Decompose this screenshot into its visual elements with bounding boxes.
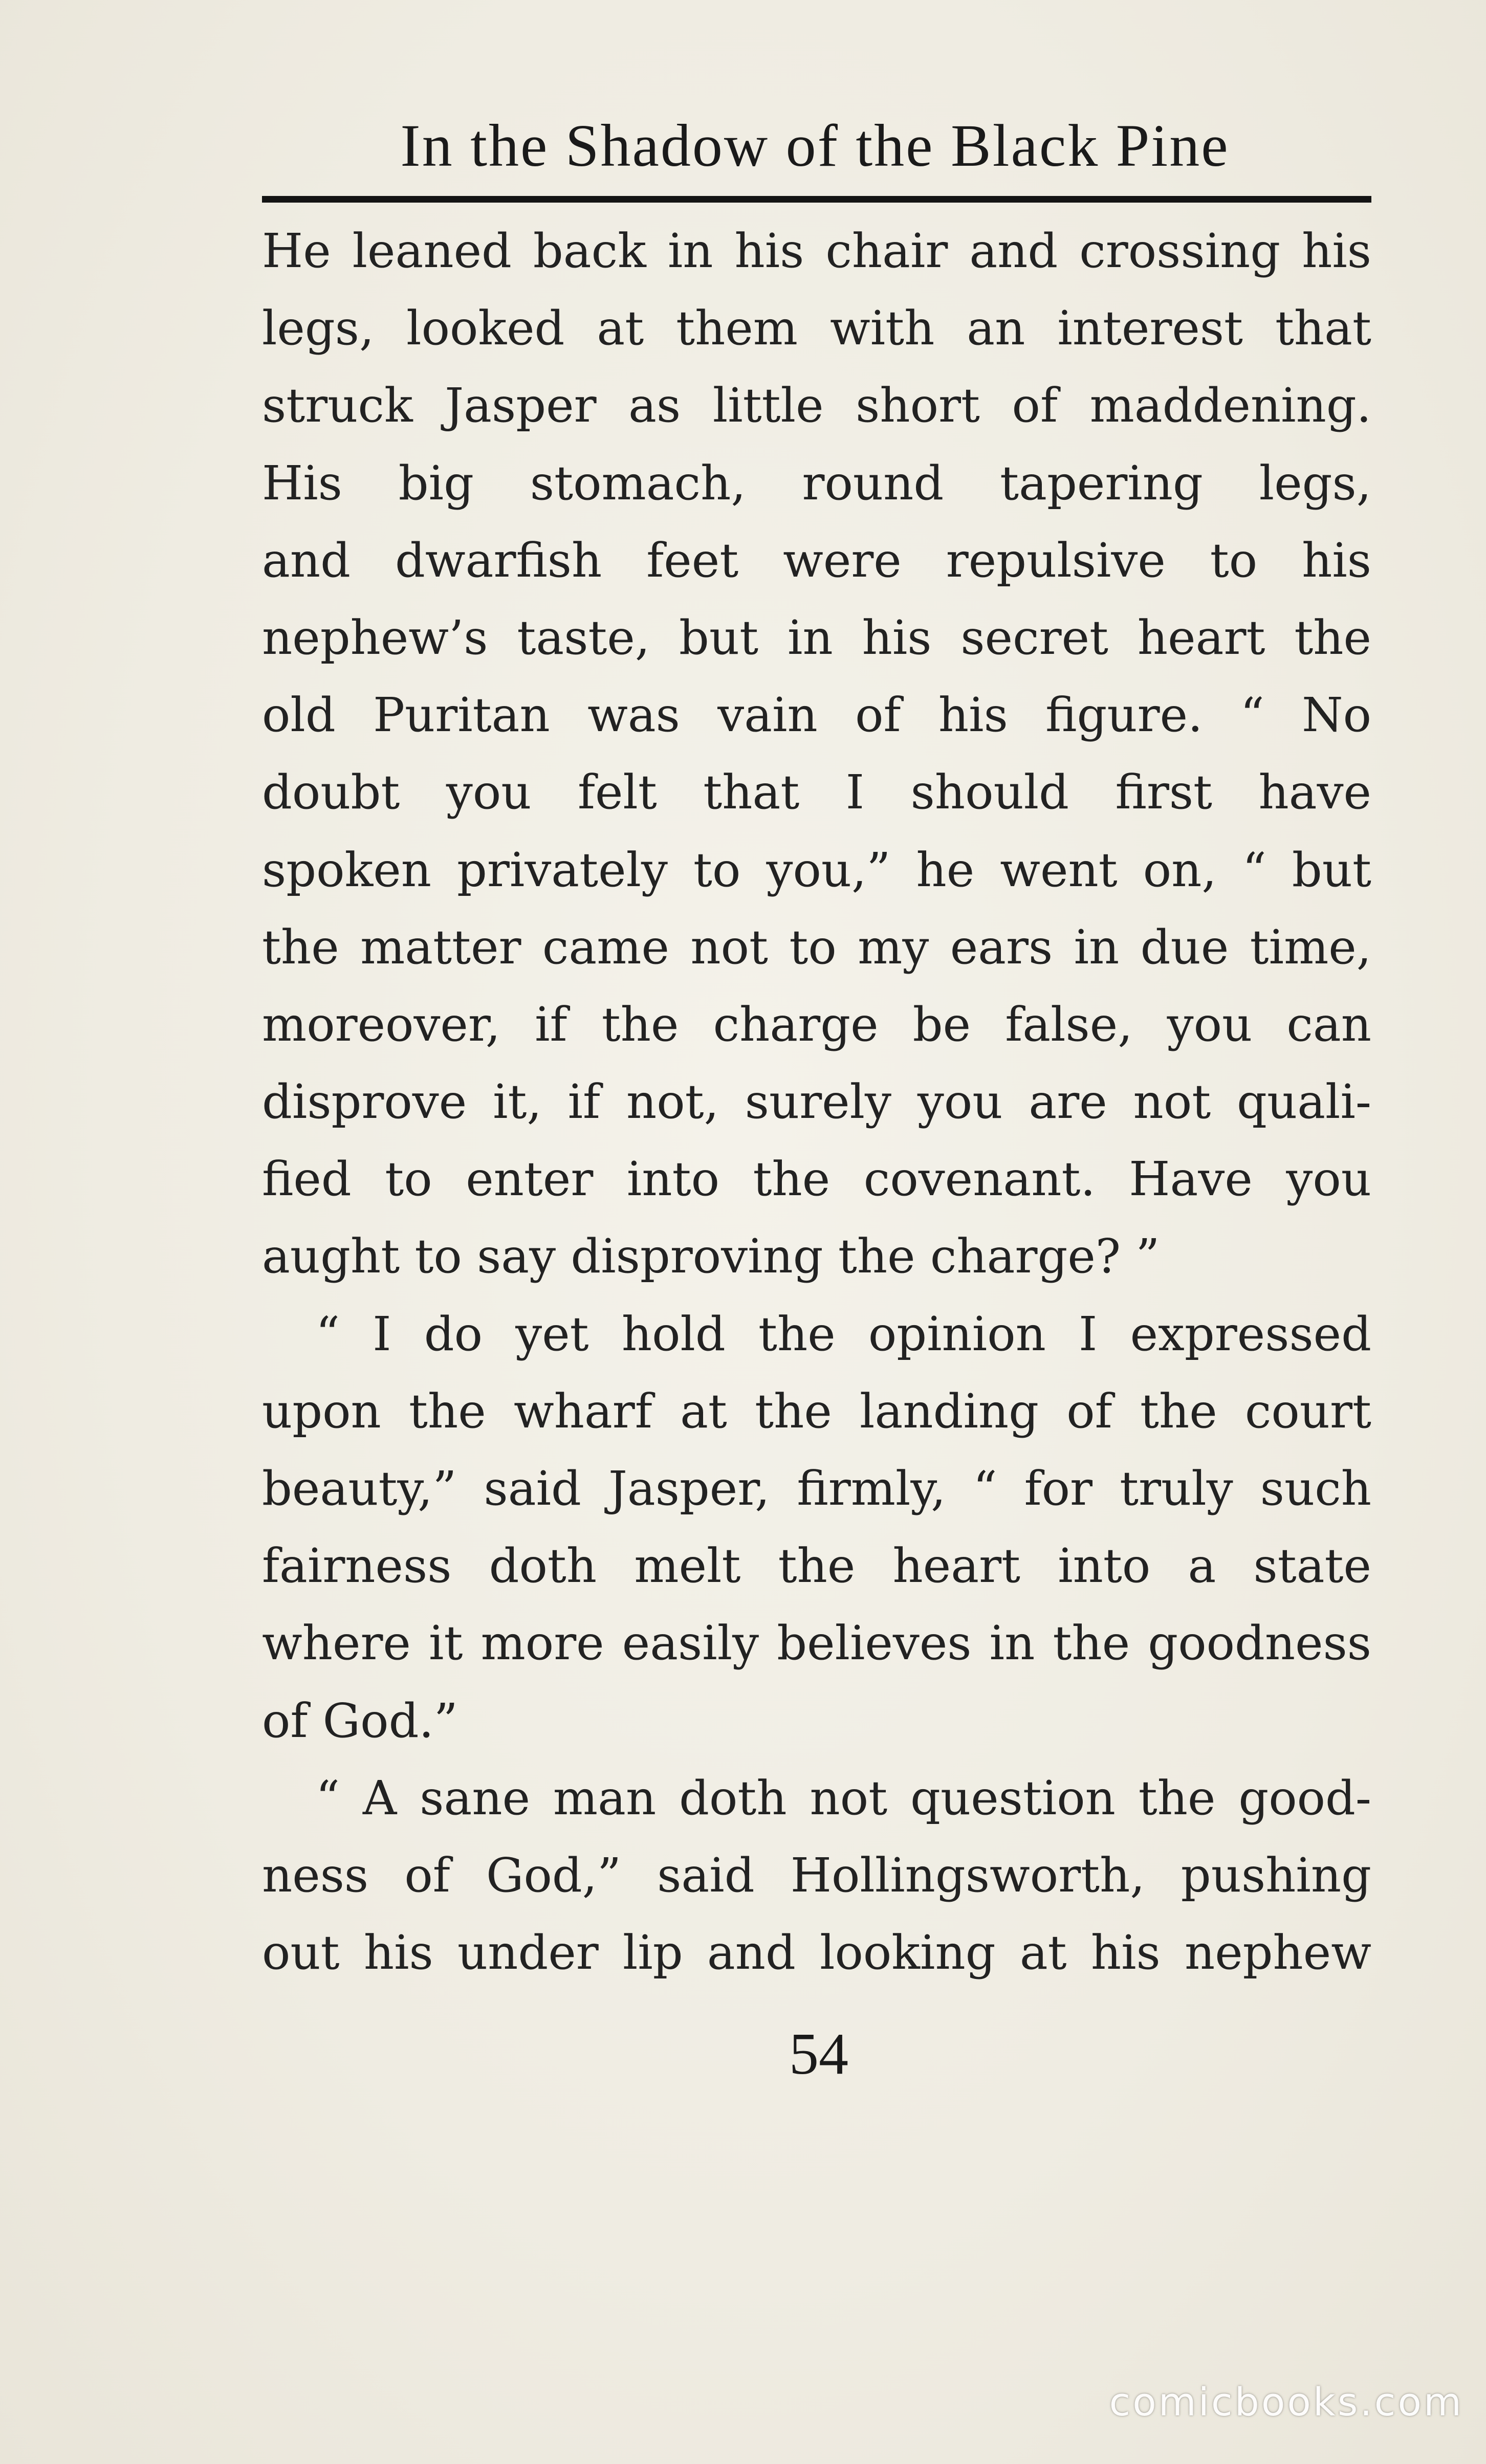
text-line: “ A sane man doth not question the good- <box>316 1770 1371 1825</box>
text-line: and dwarfish feet were repulsive to his <box>262 533 1371 588</box>
page-number: 54 <box>789 2021 848 2087</box>
text-line: struck Jasper as little short of maddening. <box>262 378 1371 433</box>
text-line: of God.” <box>262 1693 458 1748</box>
text-line: He leaned back in his chair and crossing his <box>262 224 1371 278</box>
text-line: disprove it, if not, surely you are not quali- <box>262 1074 1371 1130</box>
text-line: old Puritan was vain of his figure. “ No <box>262 688 1371 743</box>
watermark: comicbooks.com <box>1109 2379 1463 2425</box>
running-head: In the Shadow of the Black Pine <box>400 112 1230 179</box>
body-text <box>262 212 1371 1991</box>
header-rule <box>262 196 1371 203</box>
text-line: ness of God,” said Hollingsworth, pushing <box>262 1847 1371 1903</box>
text-line: fairness doth melt the heart into a state <box>262 1538 1371 1594</box>
text-line: beauty,” said Jasper, firmly, “ for truly such <box>262 1461 1371 1516</box>
text-line: the matter came not to my ears in due time, <box>262 919 1371 975</box>
text-line: legs, looked at them with an interest that <box>262 301 1371 356</box>
text-line: moreover, if the charge be false, you can <box>262 997 1371 1052</box>
text-line: out his under lip and looking at his nephew <box>262 1925 1371 1981</box>
text-line: His big stomach, round tapering legs, <box>262 455 1371 511</box>
text-line: fied to enter into the covenant. Have you <box>262 1152 1371 1207</box>
text-line: spoken privately to you,” he went on, “ but <box>262 842 1371 897</box>
text-line: upon the wharf at the landing of the court <box>262 1383 1371 1439</box>
text-line: aught to say disproving the charge? ” <box>262 1229 1160 1284</box>
text-line: nephew’s taste, but in his secret heart the <box>262 610 1371 665</box>
text-line: doubt you felt that I should first have <box>262 765 1371 820</box>
text-line: “ I do yet hold the opinion I expressed <box>316 1306 1371 1361</box>
text-line: where it more easily believes in the goodness <box>262 1616 1371 1671</box>
